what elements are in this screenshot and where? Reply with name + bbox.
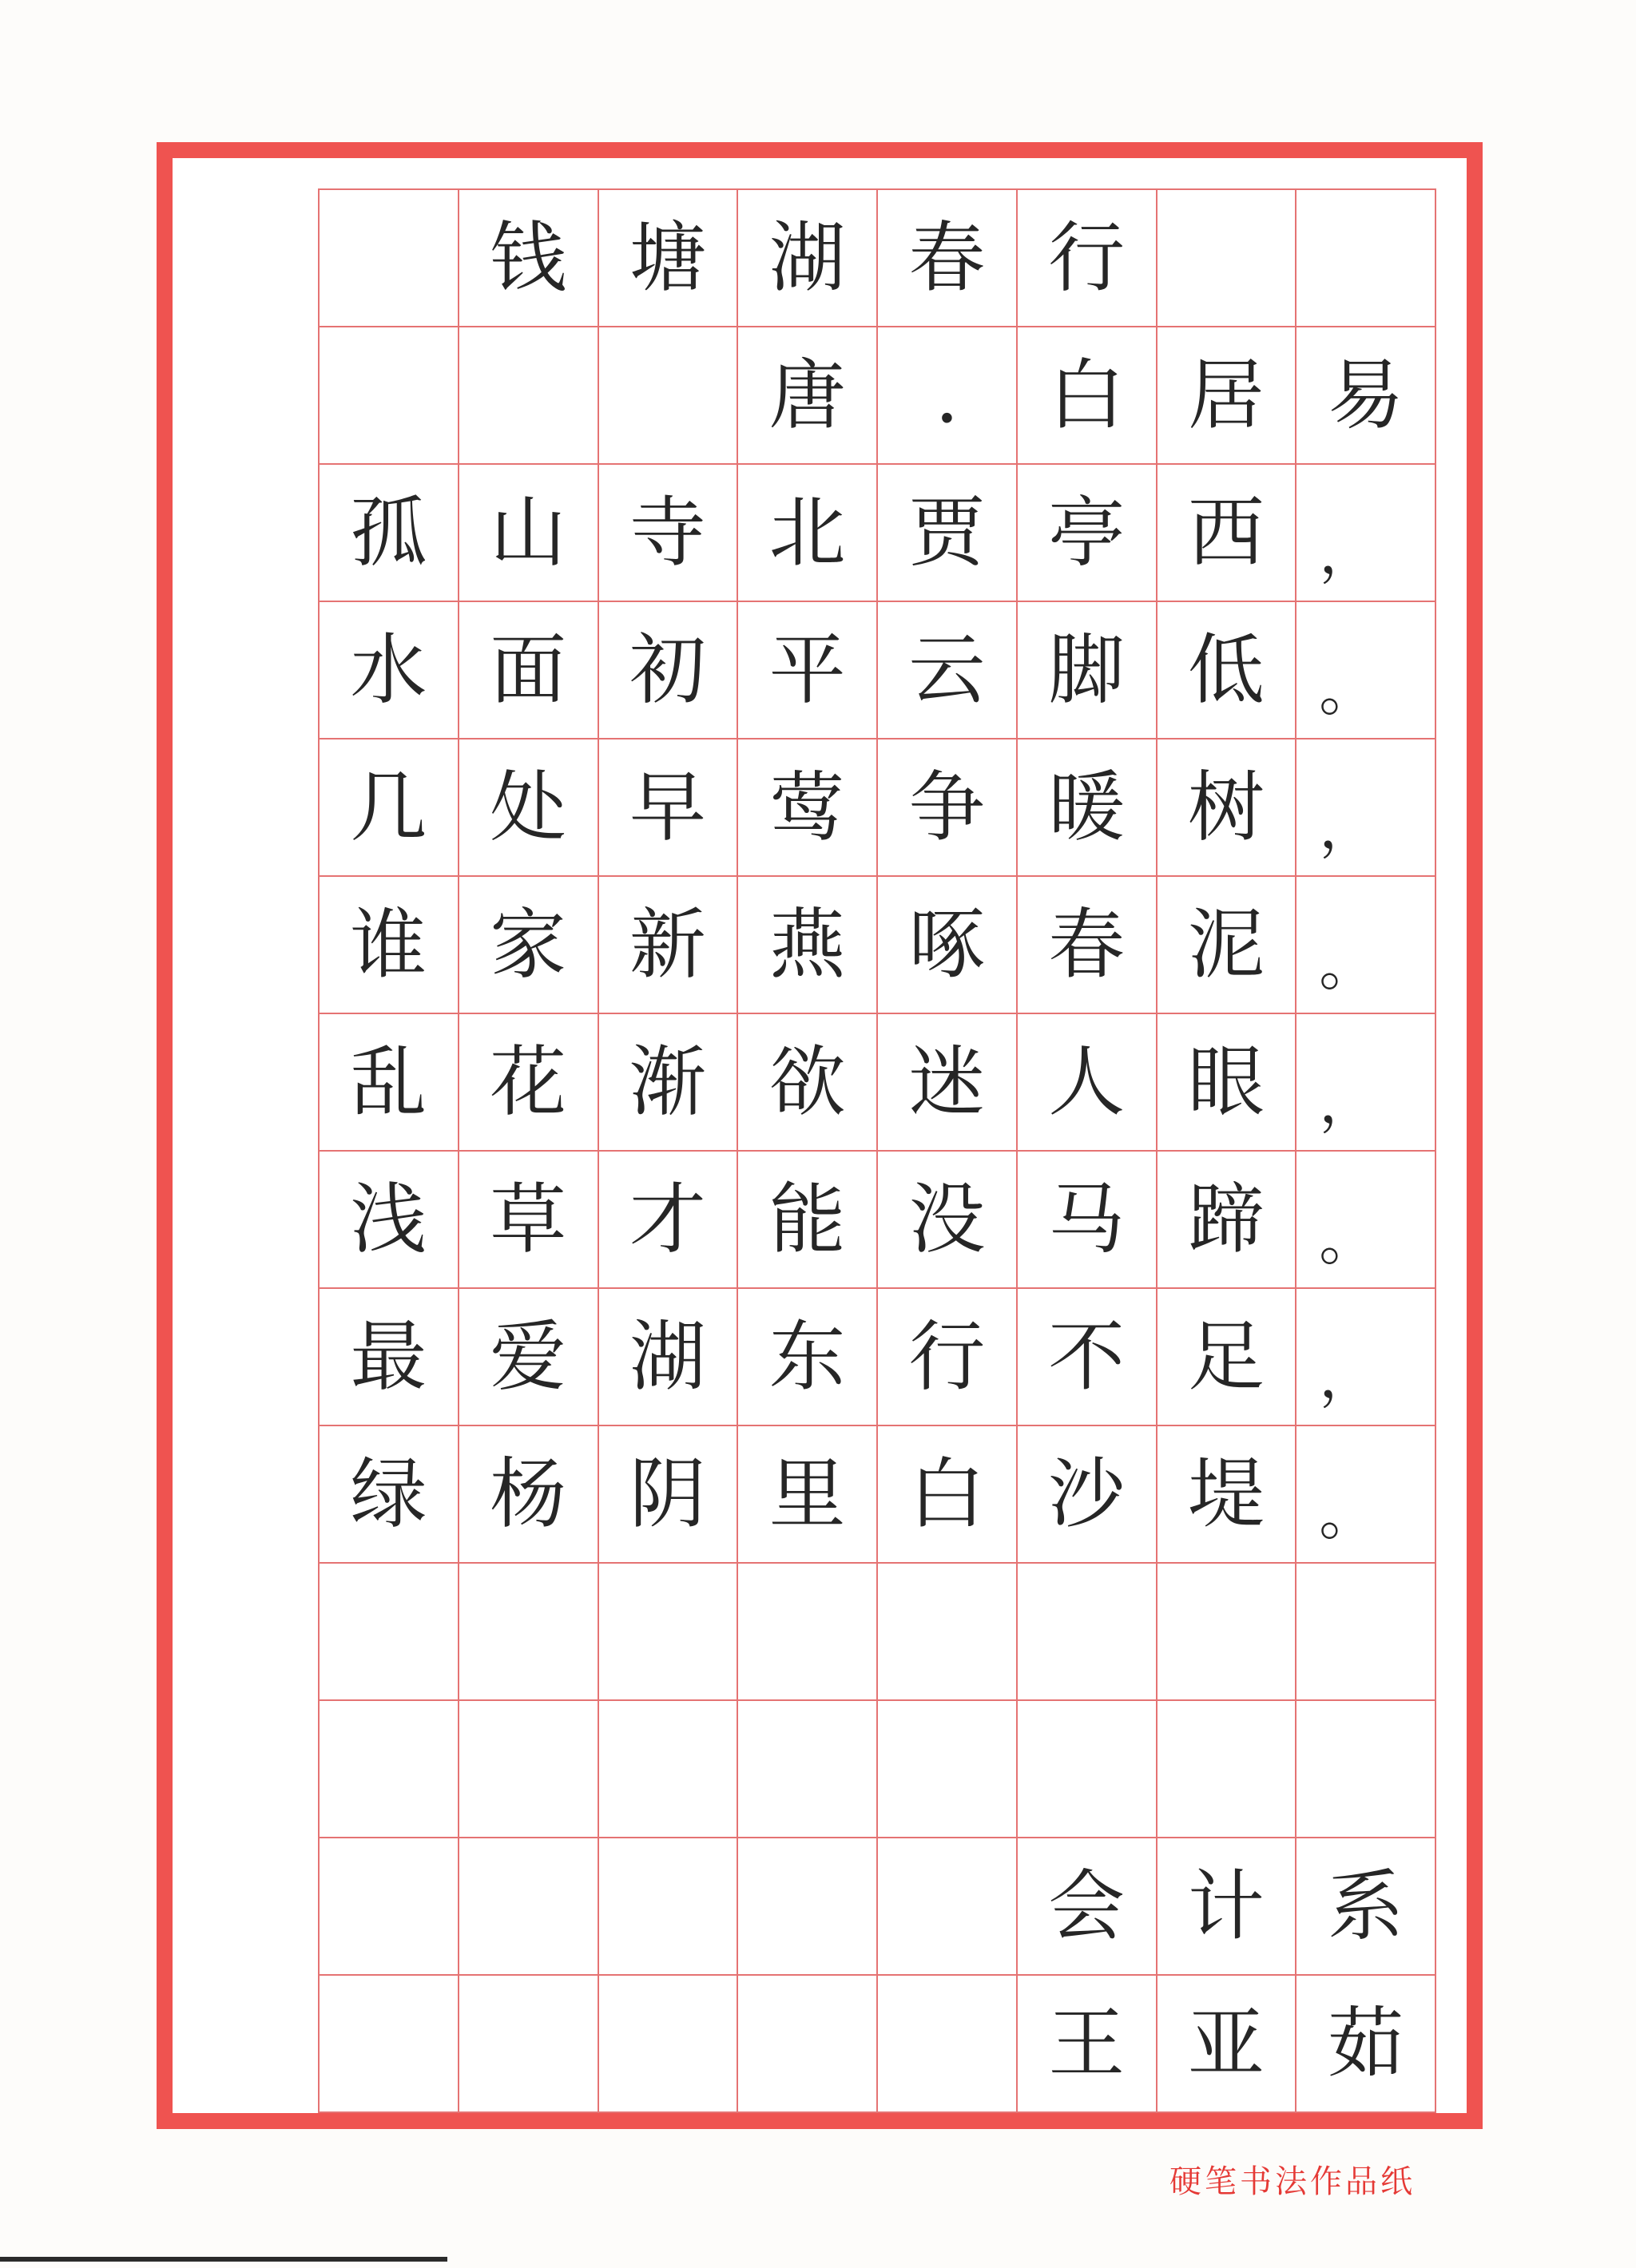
grid-cell: 行 (878, 1289, 1018, 1426)
grid-cell (459, 1701, 599, 1838)
grid-cell (320, 190, 459, 327)
grid-cell (1296, 1701, 1436, 1838)
grid-cell: 云 (878, 602, 1018, 739)
grid-cell (459, 1564, 599, 1701)
grid-cell: 最 (320, 1289, 459, 1426)
grid-cell: 能 (738, 1152, 878, 1289)
grid-cell: 山 (459, 465, 599, 602)
grid-cell: 暖 (1018, 739, 1158, 877)
grid-cell: 。 (1296, 602, 1436, 739)
grid-cell: 北 (738, 465, 878, 602)
grid-cell: 欲 (738, 1014, 878, 1152)
grid-cell (738, 1564, 878, 1701)
grid-cell: 春 (1018, 877, 1158, 1014)
grid-cell: ， (1296, 1014, 1436, 1152)
grid-cell: 唐 (738, 327, 878, 465)
grid-cell (599, 1701, 739, 1838)
grid-cell: 马 (1018, 1152, 1158, 1289)
grid-cell: 蹄 (1158, 1152, 1297, 1289)
grid-cell: 茹 (1296, 1976, 1436, 2113)
grid-cell: 脚 (1018, 602, 1158, 739)
grid-cell (1296, 190, 1436, 327)
grid-cell: 没 (878, 1152, 1018, 1289)
grid-cell: 不 (1018, 1289, 1158, 1426)
grid-cell: 泥 (1158, 877, 1297, 1014)
grid-cell: 孤 (320, 465, 459, 602)
grid-cell: 乱 (320, 1014, 459, 1152)
grid-cell (599, 1838, 739, 1976)
grid-cell: 沙 (1018, 1426, 1158, 1564)
grid-cell (320, 1838, 459, 1976)
grid-cell: 才 (599, 1152, 739, 1289)
grid-cell: 易 (1296, 327, 1436, 465)
grid-cell: 东 (738, 1289, 878, 1426)
grid-cell: 阴 (599, 1426, 739, 1564)
grid-cell: 寺 (599, 465, 739, 602)
grid-cell: 。 (1296, 877, 1436, 1014)
grid-cell (738, 1976, 878, 2113)
grid-cell (878, 1701, 1018, 1838)
grid-cell (1158, 1564, 1297, 1701)
grid-cell: 面 (459, 602, 599, 739)
grid-cell (1018, 1564, 1158, 1701)
grid-cell (738, 1701, 878, 1838)
grid-cell: 花 (459, 1014, 599, 1152)
grid-cell: 人 (1018, 1014, 1158, 1152)
grid-cell (320, 1701, 459, 1838)
grid-cell (459, 1838, 599, 1976)
grid-cell: 爱 (459, 1289, 599, 1426)
grid-cell: 家 (459, 877, 599, 1014)
grid-cell (459, 327, 599, 465)
grid-cell: 莺 (738, 739, 878, 877)
grid-cell: 迷 (878, 1014, 1018, 1152)
grid-cell: 平 (738, 602, 878, 739)
grid-cell: 眼 (1158, 1014, 1297, 1152)
grid-cell: 白 (1018, 327, 1158, 465)
grid-cell: 居 (1158, 327, 1297, 465)
bottom-edge-line (0, 2257, 447, 2262)
grid-cell: 草 (459, 1152, 599, 1289)
grid-cell: 树 (1158, 739, 1297, 877)
grid-cell: . (878, 327, 1018, 465)
grid-cell (738, 1838, 878, 1976)
grid-cell (878, 1976, 1018, 2113)
grid-cell (878, 1564, 1018, 1701)
grid-cell (599, 1564, 739, 1701)
grid-cell: 计 (1158, 1838, 1297, 1976)
grid-cell: 早 (599, 739, 739, 877)
grid-cell: 低 (1158, 602, 1297, 739)
grid-cell: 渐 (599, 1014, 739, 1152)
grid-cell: 春 (878, 190, 1018, 327)
grid-cell: 啄 (878, 877, 1018, 1014)
grid-cell: 堤 (1158, 1426, 1297, 1564)
grid-cell: 塘 (599, 190, 739, 327)
grid-cell: 燕 (738, 877, 878, 1014)
grid-cell (320, 327, 459, 465)
grid-cell (1158, 190, 1297, 327)
grid-cell: 钱 (459, 190, 599, 327)
grid-cell: 湖 (599, 1289, 739, 1426)
grid-cell: 新 (599, 877, 739, 1014)
paper-brand-label: 硬笔书法作品纸 (1169, 2163, 1416, 2200)
calligraphy-grid (318, 188, 1436, 2113)
grid-cell: 谁 (320, 877, 459, 1014)
grid-cell: 处 (459, 739, 599, 877)
grid-cell: 。 (1296, 1152, 1436, 1289)
grid-cell: 白 (878, 1426, 1018, 1564)
grid-cell: 会 (1018, 1838, 1158, 1976)
grid-cell: 贾 (878, 465, 1018, 602)
grid-cell (1158, 1701, 1297, 1838)
grid-cell (459, 1976, 599, 2113)
grid-cell: 争 (878, 739, 1018, 877)
grid-cell: ， (1296, 465, 1436, 602)
grid-cell: 行 (1018, 190, 1158, 327)
grid-cell (1296, 1564, 1436, 1701)
grid-cell (878, 1838, 1018, 1976)
grid-cell: 足 (1158, 1289, 1297, 1426)
paper-frame (157, 142, 1483, 2129)
grid-cell: 绿 (320, 1426, 459, 1564)
grid-cell: 西 (1158, 465, 1297, 602)
grid-cell: 浅 (320, 1152, 459, 1289)
grid-cell: 亭 (1018, 465, 1158, 602)
grid-cell (1018, 1701, 1158, 1838)
grid-cell: 几 (320, 739, 459, 877)
grid-cell: ， (1296, 1289, 1436, 1426)
grid-cell: 初 (599, 602, 739, 739)
grid-cell (320, 1564, 459, 1701)
grid-cell: 里 (738, 1426, 878, 1564)
grid-cell: 王 (1018, 1976, 1158, 2113)
grid-cell: 湖 (738, 190, 878, 327)
grid-cell: 系 (1296, 1838, 1436, 1976)
grid-cell (320, 1976, 459, 2113)
grid-cell: 。 (1296, 1426, 1436, 1564)
grid-cell (599, 327, 739, 465)
grid-cell: 杨 (459, 1426, 599, 1564)
grid-cell: 亚 (1158, 1976, 1297, 2113)
grid-cell: 水 (320, 602, 459, 739)
grid-cell (599, 1976, 739, 2113)
grid-cell: ， (1296, 739, 1436, 877)
